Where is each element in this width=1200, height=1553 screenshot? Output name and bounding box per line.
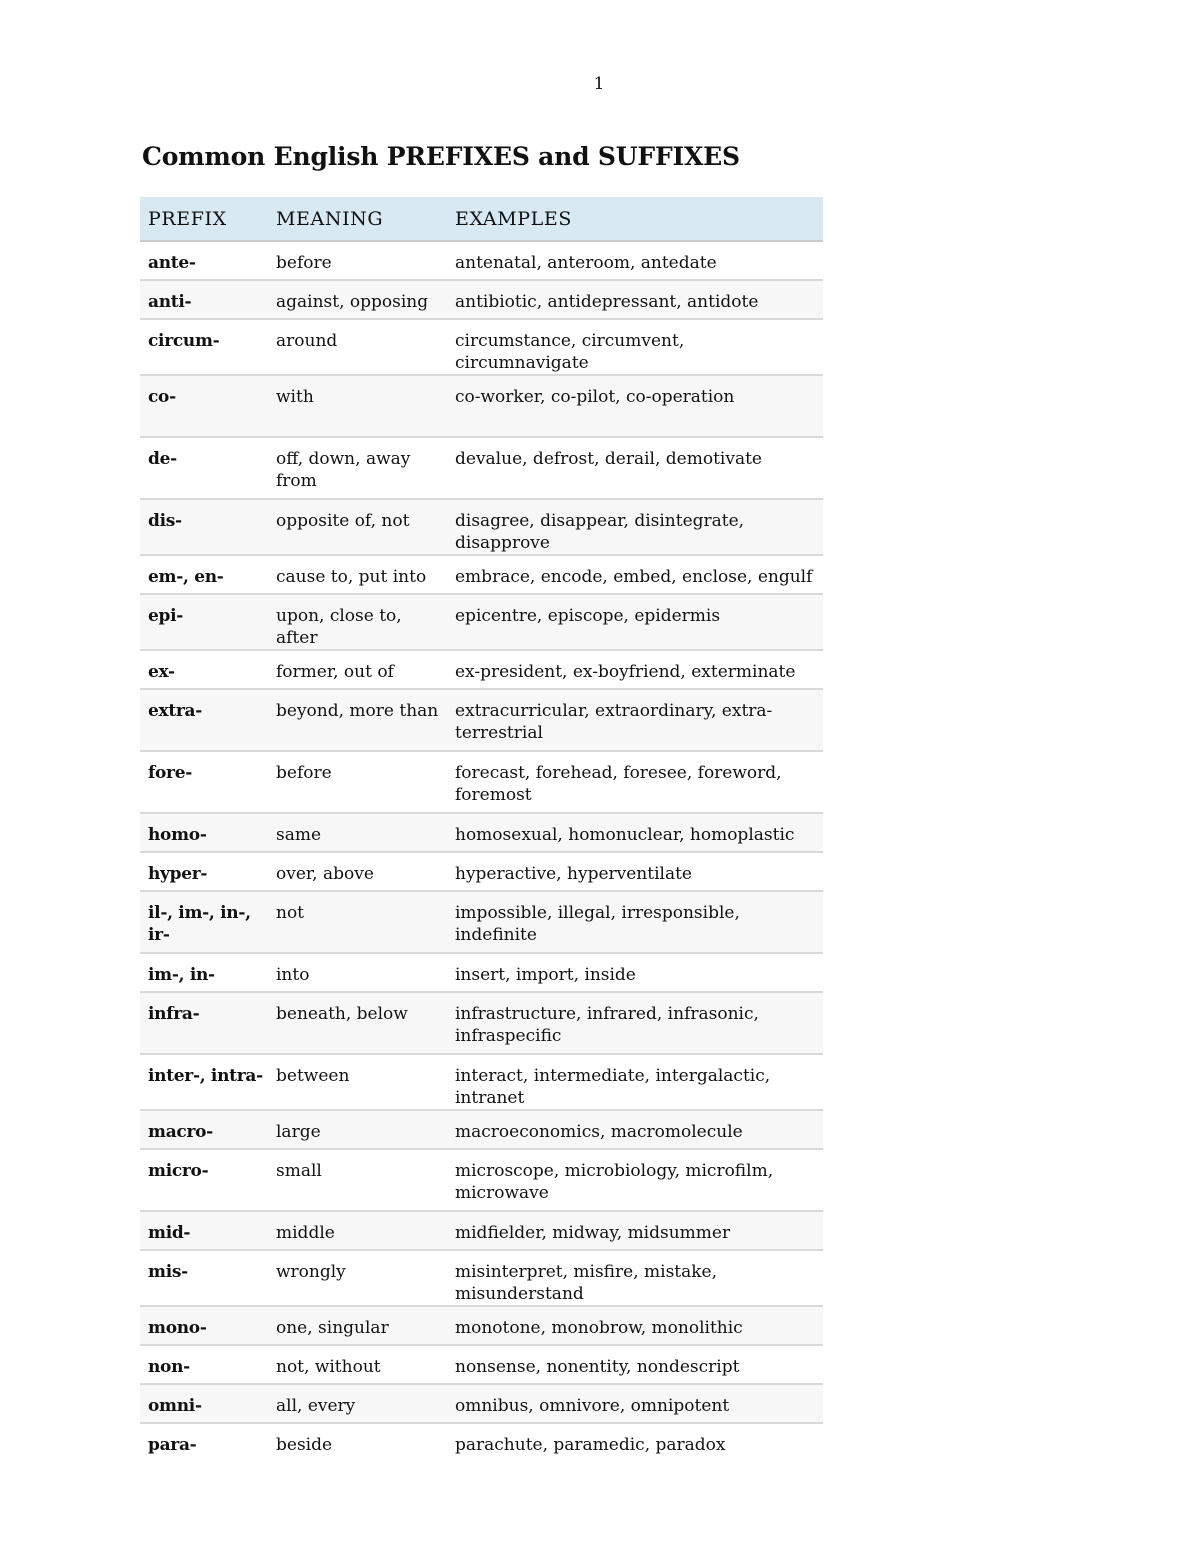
examples-cell: ex-president, ex-boyfriend, exterminate bbox=[448, 650, 823, 689]
prefix-cell: inter-, intra- bbox=[140, 1054, 269, 1110]
table-row bbox=[140, 280, 823, 319]
prefix-cell: ante- bbox=[140, 241, 269, 280]
table-row bbox=[140, 1054, 823, 1110]
examples-cell: omnibus, omnivore, omnipotent bbox=[448, 1384, 823, 1423]
examples-cell: insert, import, inside bbox=[448, 953, 823, 992]
prefix-cell: non- bbox=[140, 1345, 269, 1384]
table-row bbox=[140, 689, 823, 751]
examples-cell: homosexual, homonuclear, homoplastic bbox=[448, 813, 823, 852]
meaning-cell: beneath, below bbox=[269, 992, 448, 1054]
prefix-cell: ex- bbox=[140, 650, 269, 689]
meaning-cell: not, without bbox=[269, 1345, 448, 1384]
examples-cell: co-worker, co-pilot, co-operation bbox=[448, 375, 823, 437]
prefix-cell: em-, en- bbox=[140, 555, 269, 594]
table-row bbox=[140, 1384, 823, 1423]
meaning-cell: cause to, put into bbox=[269, 555, 448, 594]
prefix-cell: il-, im-, in-, ir- bbox=[140, 891, 269, 953]
examples-cell: nonsense, nonentity, nondescript bbox=[448, 1345, 823, 1384]
prefix-cell: micro- bbox=[140, 1149, 269, 1211]
examples-cell: macroeconomics, macromolecule bbox=[448, 1110, 823, 1149]
meaning-cell: into bbox=[269, 953, 448, 992]
prefix-table bbox=[140, 197, 823, 1461]
meaning-cell: before bbox=[269, 751, 448, 813]
examples-cell: antenatal, anteroom, antedate bbox=[448, 241, 823, 280]
meaning-cell: off, down, away from bbox=[269, 437, 448, 499]
table-row bbox=[140, 1211, 823, 1250]
examples-cell: extracurricular, extraordinary, extra-terrestrial bbox=[448, 689, 823, 751]
document-title: Common English PREFIXES and SUFFIXES bbox=[142, 142, 740, 171]
prefix-cell: hyper- bbox=[140, 852, 269, 891]
table-row bbox=[140, 499, 823, 555]
prefix-cell: mono- bbox=[140, 1306, 269, 1345]
prefix-cell: de- bbox=[140, 437, 269, 499]
table-row bbox=[140, 650, 823, 689]
prefix-cell: dis- bbox=[140, 499, 269, 555]
table-row bbox=[140, 319, 823, 375]
prefix-cell: co- bbox=[140, 375, 269, 437]
table-row bbox=[140, 852, 823, 891]
prefix-cell: macro- bbox=[140, 1110, 269, 1149]
meaning-cell: before bbox=[269, 241, 448, 280]
column-header-examples: EXAMPLES bbox=[448, 197, 823, 241]
prefix-cell: infra- bbox=[140, 992, 269, 1054]
examples-cell: epicentre, episcope, epidermis bbox=[448, 594, 823, 650]
table-row bbox=[140, 555, 823, 594]
meaning-cell: one, singular bbox=[269, 1306, 448, 1345]
table-row bbox=[140, 1306, 823, 1345]
table-row bbox=[140, 1250, 823, 1306]
prefix-cell: homo- bbox=[140, 813, 269, 852]
examples-cell: microscope, microbiology, microfilm, microwave bbox=[448, 1149, 823, 1211]
table-row bbox=[140, 375, 823, 437]
table-row bbox=[140, 891, 823, 953]
column-header-meaning: MEANING bbox=[269, 197, 448, 241]
prefix-cell: im-, in- bbox=[140, 953, 269, 992]
prefix-cell: mis- bbox=[140, 1250, 269, 1306]
meaning-cell: same bbox=[269, 813, 448, 852]
meaning-cell: wrongly bbox=[269, 1250, 448, 1306]
prefix-cell: fore- bbox=[140, 751, 269, 813]
table-row bbox=[140, 992, 823, 1054]
table-row bbox=[140, 1423, 823, 1461]
prefix-cell: circum- bbox=[140, 319, 269, 375]
meaning-cell: around bbox=[269, 319, 448, 375]
table-header-row bbox=[140, 197, 823, 241]
meaning-cell: all, every bbox=[269, 1384, 448, 1423]
meaning-cell: opposite of, not bbox=[269, 499, 448, 555]
examples-cell: antibiotic, antidepressant, antidote bbox=[448, 280, 823, 319]
meaning-cell: over, above bbox=[269, 852, 448, 891]
table-row bbox=[140, 953, 823, 992]
meaning-cell: beyond, more than bbox=[269, 689, 448, 751]
prefix-cell: mid- bbox=[140, 1211, 269, 1250]
meaning-cell: not bbox=[269, 891, 448, 953]
examples-cell: devalue, defrost, derail, demotivate bbox=[448, 437, 823, 499]
examples-cell: parachute, paramedic, paradox bbox=[455, 1435, 726, 1455]
table-row bbox=[140, 1149, 823, 1211]
table-row bbox=[140, 813, 823, 852]
examples-cell: misinterpret, misfire, mistake, misunderstand bbox=[448, 1250, 823, 1306]
prefix-cell: para- bbox=[148, 1435, 197, 1455]
table-row bbox=[140, 1345, 823, 1384]
meaning-cell: former, out of bbox=[269, 650, 448, 689]
examples-cell: midfielder, midway, midsummer bbox=[448, 1211, 823, 1250]
examples-cell: impossible, illegal, irresponsible, indefinite bbox=[448, 891, 823, 953]
page-number: 1 bbox=[593, 74, 605, 94]
prefix-cell: extra- bbox=[140, 689, 269, 751]
meaning-cell: upon, close to, after bbox=[269, 594, 448, 650]
meaning-cell: with bbox=[269, 375, 448, 437]
meaning-cell: against, opposing bbox=[269, 280, 448, 319]
examples-cell: forecast, forehead, foresee, foreword, foremost bbox=[448, 751, 823, 813]
table-row bbox=[140, 751, 823, 813]
table-row bbox=[140, 1110, 823, 1149]
table-row bbox=[140, 437, 823, 499]
prefix-cell: epi- bbox=[140, 594, 269, 650]
examples-cell: hyperactive, hyperventilate bbox=[448, 852, 823, 891]
meaning-cell: between bbox=[269, 1054, 448, 1110]
meaning-cell: beside bbox=[276, 1435, 333, 1455]
prefix-cell: omni- bbox=[140, 1384, 269, 1423]
examples-cell: embrace, encode, embed, enclose, engulf bbox=[448, 555, 823, 594]
table-row bbox=[140, 241, 823, 280]
table-row bbox=[140, 594, 823, 650]
examples-cell: disagree, disappear, disintegrate, disapprove bbox=[448, 499, 823, 555]
meaning-cell: small bbox=[269, 1149, 448, 1211]
examples-cell: infrastructure, infrared, infrasonic, infraspecific bbox=[448, 992, 823, 1054]
column-header-prefix: PREFIX bbox=[140, 197, 269, 241]
meaning-cell: large bbox=[269, 1110, 448, 1149]
prefix-cell: anti- bbox=[140, 280, 269, 319]
meaning-cell: middle bbox=[269, 1211, 448, 1250]
examples-cell: monotone, monobrow, monolithic bbox=[448, 1306, 823, 1345]
examples-cell: interact, intermediate, intergalactic, intranet bbox=[448, 1054, 823, 1110]
examples-cell: circumstance, circumvent, circumnavigate bbox=[448, 319, 823, 375]
